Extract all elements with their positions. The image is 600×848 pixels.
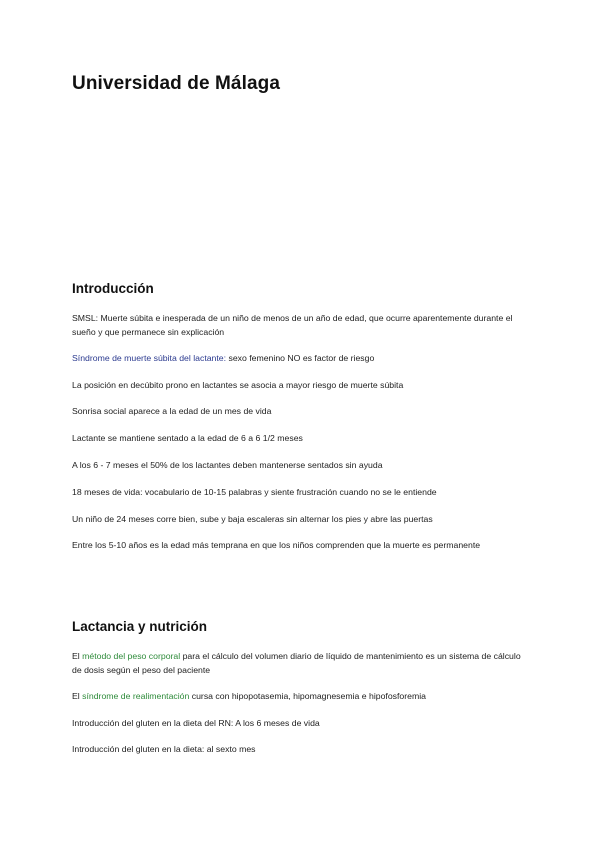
paragraph: Síndrome de muerte súbita del lactante: sexo femenino NO es factor de riesgo bbox=[72, 353, 375, 363]
paragraph: Lactante se mantiene sentado a la edad de 6 a 6 1/2 meses bbox=[72, 433, 303, 443]
glossary-link[interactable]: Síndrome de muerte súbita del lactante: bbox=[72, 353, 227, 363]
page-title: Universidad de Málaga bbox=[72, 73, 281, 94]
paragraph: El síndrome de realimentación cursa con hipopotasemia, hipomagnesemia e hipofosforemia bbox=[72, 691, 426, 701]
paragraph: 18 meses de vida: vocabulario de 10-15 palabras y siente frustración cuando no se le entiende bbox=[72, 487, 437, 497]
paragraph: Introducción del gluten en la dieta del RN: A los 6 meses de vida bbox=[72, 718, 320, 728]
paragraph: Introducción del gluten en la dieta: al sexto mes bbox=[72, 744, 256, 754]
section-heading-introduccion: Introducción bbox=[72, 281, 154, 296]
paragraph: Sonrisa social aparece a la edad de un mes de vida bbox=[72, 406, 272, 416]
section-heading-lactancia: Lactancia y nutrición bbox=[72, 619, 208, 634]
glossary-link[interactable]: método del peso corporal bbox=[82, 651, 181, 661]
glossary-link[interactable]: síndrome de realimentación bbox=[82, 691, 190, 701]
paragraph: Un niño de 24 meses corre bien, sube y baja escaleras sin alternar los pies y abre las puertas bbox=[72, 514, 433, 524]
paragraph: El método del peso corporal para el cálculo del volumen diario de líquido de mantenimiento es un sistema de cálculo de dosis según el peso del paciente bbox=[72, 651, 521, 675]
paragraph: La posición en decúbito prono en lactantes se asocia a mayor riesgo de muerte súbita bbox=[72, 380, 404, 390]
paragraph: SMSL: Muerte súbita e inesperada de un niño de menos de un año de edad, que ocurre aparentemente durante el sueño y que permanece sin explicación bbox=[72, 313, 513, 337]
paragraph: A los 6 - 7 meses el 50% de los lactantes deben mantenerse sentados sin ayuda bbox=[72, 460, 383, 470]
paragraph: Entre los 5-10 años es la edad más temprana en que los niños comprenden que la muerte es permanente bbox=[72, 540, 481, 550]
